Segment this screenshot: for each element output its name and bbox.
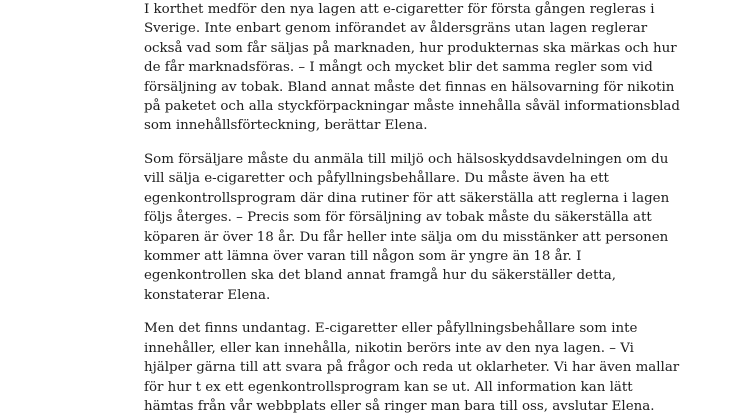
paragraph-regulation (144, 0, 680, 136)
article-body (144, 0, 680, 417)
text-line: egenkontrollsprogram där dina rutiner för att säkerställa att reglerna i lagen (144, 190, 670, 206)
text-line: också vad som får säljas på marknaden, hur produkternas ska märkas och hur (144, 40, 677, 56)
text-line: som innehållsförteckning, berättar Elena. (144, 118, 428, 134)
text-line: innehåller, eller kan innehålla, nikotin berörs inte av den nya lagen. – Vi (144, 340, 634, 356)
paragraph-exceptions (144, 319, 680, 416)
text-line: Men det finns undantag. E-cigaretter eller påfyllningsbehållare som inte (144, 321, 638, 337)
text-line: vill sälja e-cigaretter och påfyllningsbehållare. Du måste även ha ett (144, 171, 609, 187)
text-line: konstaterar Elena. (144, 287, 271, 303)
text-line: I korthet medför den nya lagen att e-cigaretter för första gången regleras i (144, 2, 655, 17)
text-line: de får marknadsföras. – I mångt och mycket blir det samma regler som vid (144, 60, 653, 76)
text-line: hämtas från vår webbplats eller så ringer man bara till oss, avslutar Elena. (144, 399, 655, 415)
text-line: följs återges. – Precis som för försäljning av tobak måste du säkerställa att (144, 210, 652, 226)
text-line: egenkontrollen ska det bland annat framgå hur du säkerställer detta, (144, 268, 616, 284)
text-line: på paketet och alla styckförpackningar måste innehålla såväl informationsblad (144, 99, 680, 115)
text-line: Sverige. Inte enbart genom införandet av åldersgräns utan lagen reglerar (144, 21, 648, 37)
text-line: för hur t ex ett egenkontrollsprogram kan se ut. All information kan lätt (144, 379, 633, 395)
text-line: försäljning av tobak. Bland annat måste det finnas en hälsovarning för nikotin (144, 79, 675, 95)
text-line: hjälper gärna till att svara på frågor och reda ut oklarheter. Vi har även mallar (144, 360, 680, 376)
text-line: kommer att lämna över varan till någon som är yngre än 18 år. I (144, 249, 582, 265)
paragraph-seller-requirements (144, 150, 670, 305)
text-line: köparen är över 18 år. Du får heller inte sälja om du misstänker att personen (144, 229, 669, 245)
text-line: Som försäljare måste du anmäla till miljö och hälsoskyddsavdelningen om du (144, 152, 669, 168)
